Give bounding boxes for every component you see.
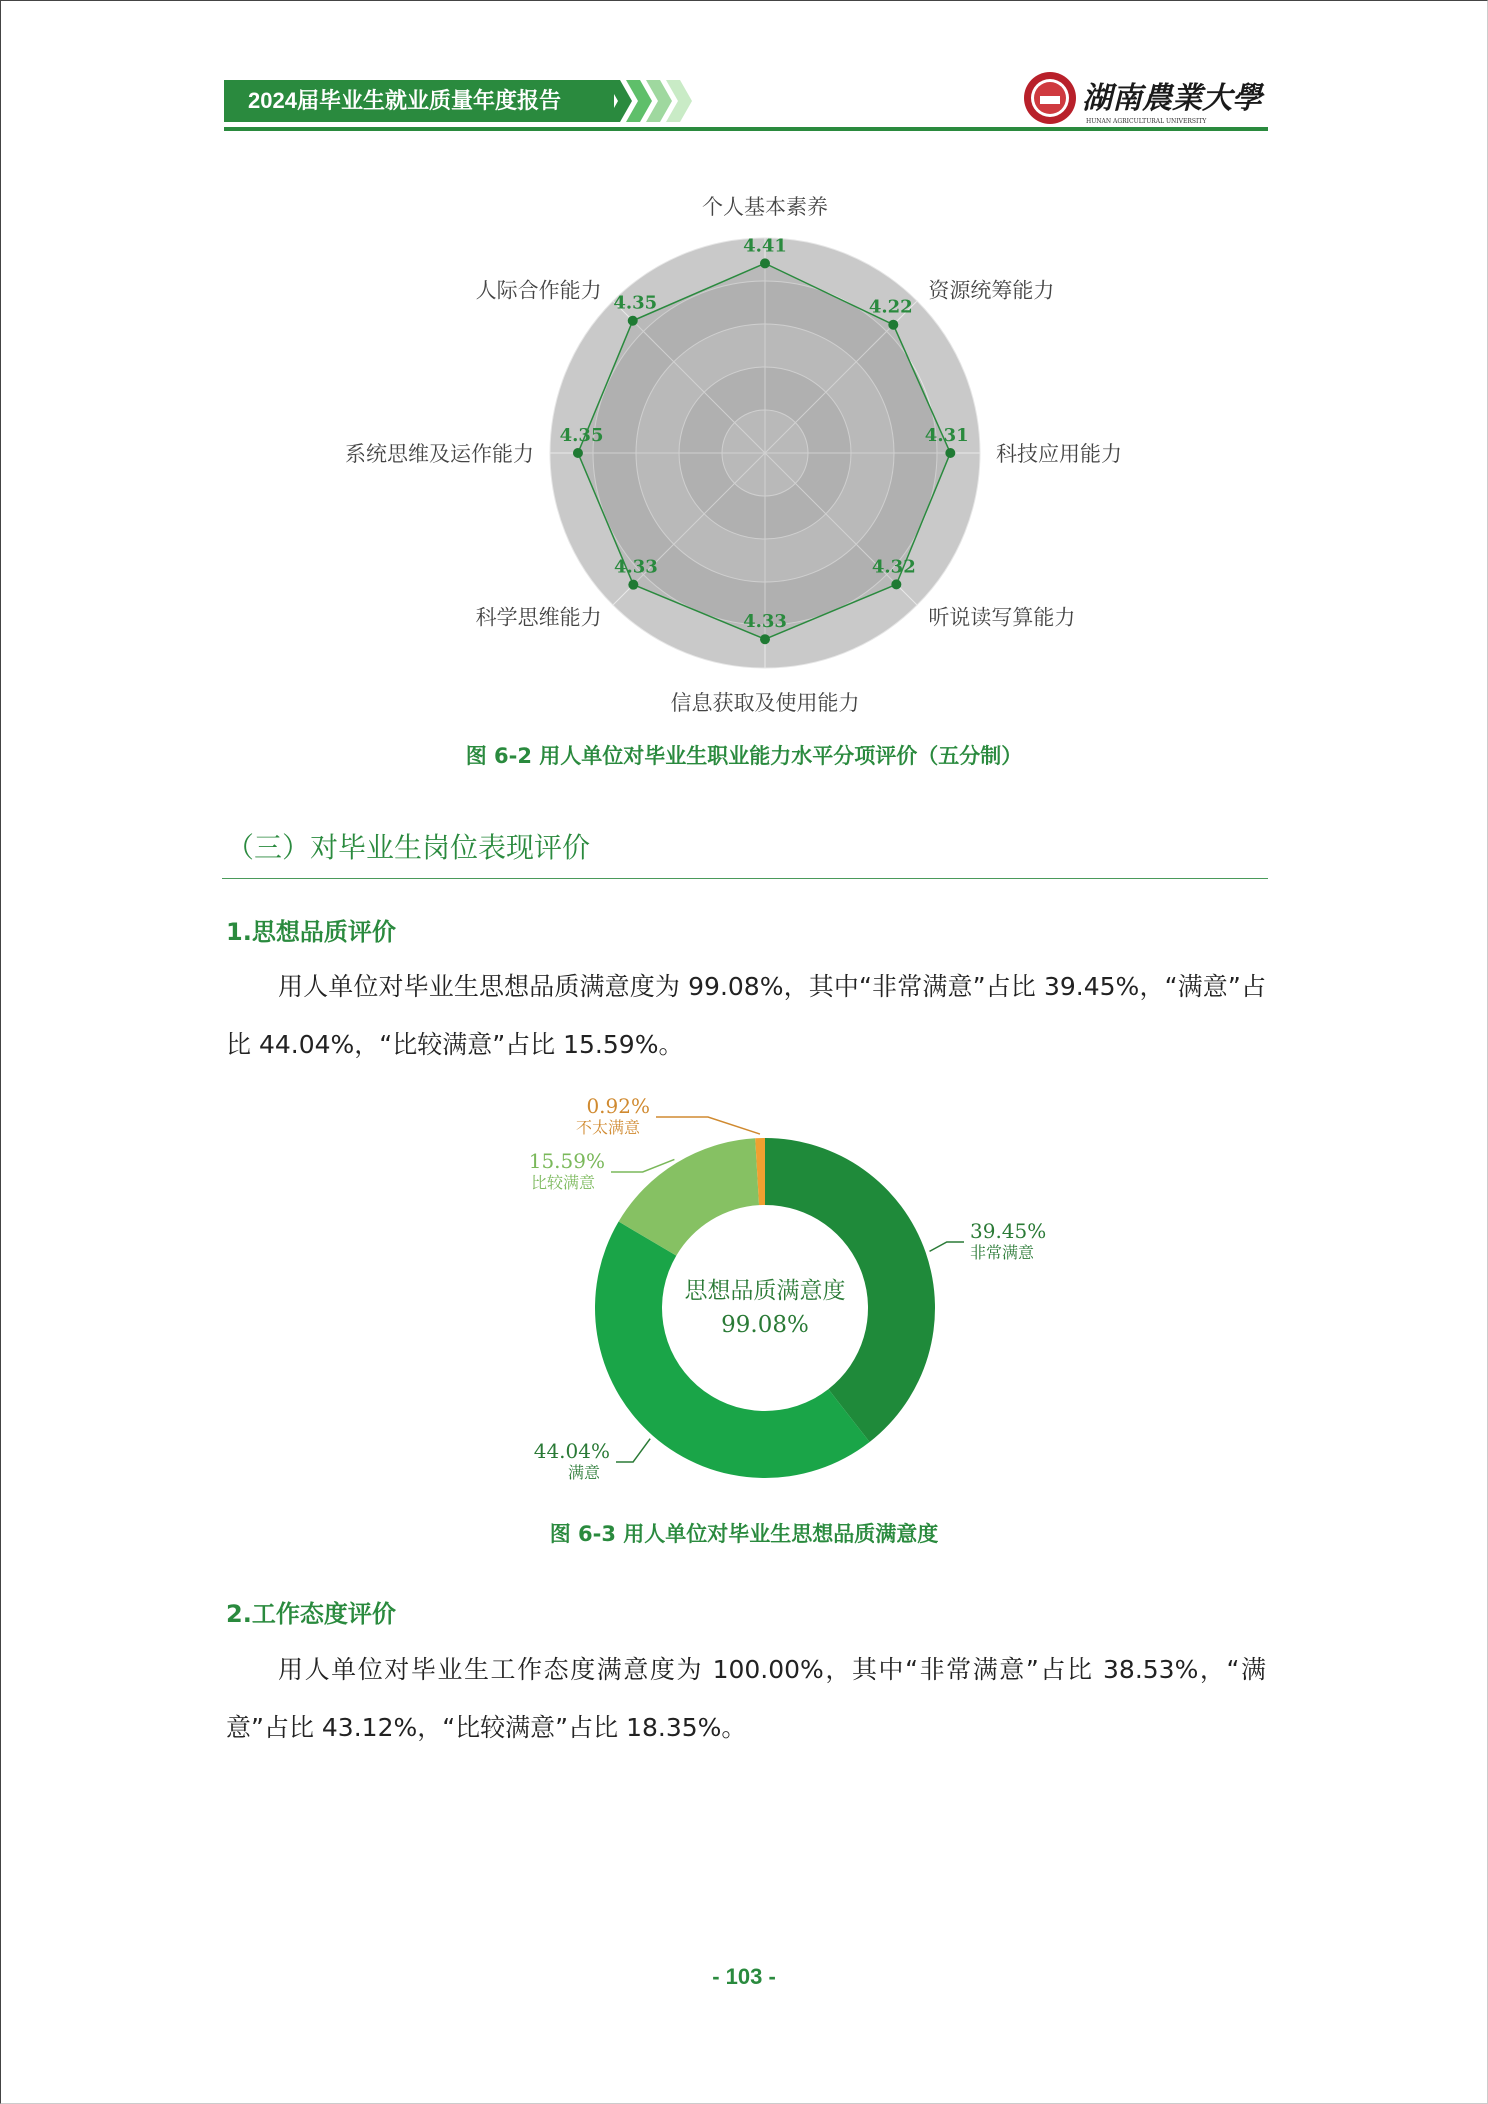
section-rule: [222, 878, 1268, 879]
donut-value-label: 39.45%: [970, 1219, 1047, 1243]
radar-chart: [300, 185, 1180, 715]
subsection-2-heading: 2.工作态度评价: [226, 1600, 396, 1628]
donut-value-label: 0.92%: [586, 1094, 650, 1118]
donut-leader-line: [656, 1117, 760, 1134]
radar-point: [760, 258, 770, 268]
radar-point: [891, 579, 901, 589]
header-chevrons: [606, 80, 696, 122]
radar-point: [945, 448, 955, 458]
radar-point: [888, 320, 898, 330]
figure-6-2-caption: 图 6-2 用人单位对毕业生职业能力水平分项评价（五分制）: [465, 744, 1023, 768]
page-number: - 103 -: [712, 1964, 776, 1989]
donut-leader-line: [930, 1242, 964, 1251]
radar-value-label: 4.35: [559, 425, 604, 446]
donut-center-value: 99.08%: [721, 1312, 809, 1338]
donut-leader-line: [616, 1439, 650, 1462]
donut-value-label: 44.04%: [533, 1439, 610, 1463]
section-heading: （三）对毕业生岗位表现评价: [226, 831, 591, 864]
radar-value-label: 4.35: [613, 292, 658, 314]
radar-value-label: 4.41: [743, 235, 787, 257]
radar-axis-label: 个人基本素养: [702, 195, 828, 219]
radar-axis-label: 听说读写算能力: [928, 605, 1076, 630]
donut-center-label: 思想品质满意度: [684, 1278, 846, 1304]
donut-slice: [595, 1222, 870, 1478]
radar-value-label: 4.22: [868, 296, 913, 318]
donut-name-label: 比较满意: [530, 1173, 595, 1192]
subsection-1-heading: 1.思想品质评价: [226, 918, 396, 946]
radar-value-label: 4.31: [924, 425, 969, 446]
radar-axis-label: 科技应用能力: [996, 442, 1122, 466]
donut-chart: [500, 1090, 1060, 1490]
subsection-1-paragraph: 用人单位对毕业生思想品质满意度为 99.08%，其中“非常满意”占比 39.45%，“满意”占比 44.04%，“比较满意”占比 15.59%。: [226, 972, 1266, 1059]
donut-name-label: 满意: [567, 1463, 600, 1482]
radar-point: [760, 634, 770, 644]
radar-point: [573, 448, 583, 458]
donut-name-label: 不太满意: [575, 1118, 640, 1137]
university-logo: [1020, 68, 1270, 126]
svg-text:HUNAN AGRICULTURAL UNIVERSITY: HUNAN AGRICULTURAL UNIVERSITY: [1086, 118, 1207, 125]
report-title: 2024届毕业生就业质量年度报告: [248, 88, 561, 113]
radar-value-label: 4.33: [613, 556, 658, 578]
header-rule: [224, 127, 1268, 131]
radar-point: [628, 580, 638, 590]
radar-axis-label: 系统思维及运作能力: [345, 442, 534, 466]
radar-value-label: 4.33: [743, 611, 787, 633]
donut-value-label: 15.59%: [528, 1149, 605, 1173]
figure-6-3-caption: 图 6-3 用人单位对毕业生思想品质满意度: [549, 1522, 939, 1546]
svg-text:湖南農業大學: 湖南農業大學: [1082, 81, 1262, 116]
radar-axis-label: 资源统筹能力: [928, 278, 1055, 303]
donut-name-label: 非常满意: [970, 1243, 1035, 1262]
subsection-2-paragraph: 用人单位对毕业生工作态度满意度为 100.00%，其中“非常满意”占比 38.53%，“满意”占比 43.12%，“比较满意”占比 18.35%。: [226, 1655, 1266, 1742]
radar-value-label: 4.32: [871, 556, 916, 578]
radar-axis-label: 人际合作能力: [475, 278, 602, 303]
radar-axis-label: 科学思维能力: [475, 605, 602, 630]
donut-leader-line: [611, 1159, 674, 1172]
radar-point: [628, 316, 638, 326]
radar-axis-label: 信息获取及使用能力: [670, 691, 860, 715]
